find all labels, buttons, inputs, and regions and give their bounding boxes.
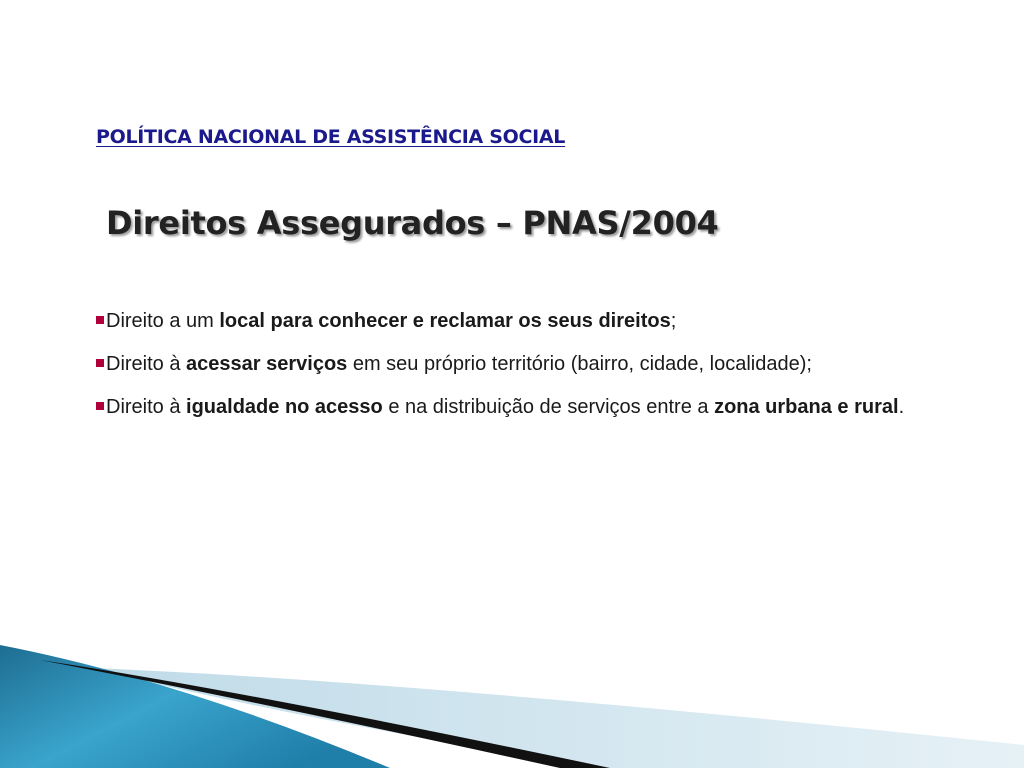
bullet-emphasis: acessar serviços xyxy=(186,353,348,375)
bullet-text: em seu próprio território (bairro, cidade, localidade); xyxy=(347,353,812,375)
slide-title: Direitos Assegurados – PNAS/2004 xyxy=(106,204,719,242)
bullet-emphasis: igualdade no acesso xyxy=(186,396,383,418)
bullet-emphasis: local para conhecer e reclamar os seus direitos xyxy=(219,310,671,332)
bullet-text: Direito à xyxy=(106,396,187,418)
bullet-text: Direito a um xyxy=(106,310,220,332)
bullet-text: ; xyxy=(670,310,677,332)
bullet-text: . xyxy=(898,396,905,418)
bullet-text: Direito à xyxy=(106,353,187,375)
header-title: POLÍTICA NACIONAL DE ASSISTÊNCIA SOCIAL xyxy=(96,126,566,148)
bullet-emphasis: zona urbana e rural xyxy=(714,396,899,418)
bullet-text: e na distribuição de serviços entre a xyxy=(382,396,715,418)
